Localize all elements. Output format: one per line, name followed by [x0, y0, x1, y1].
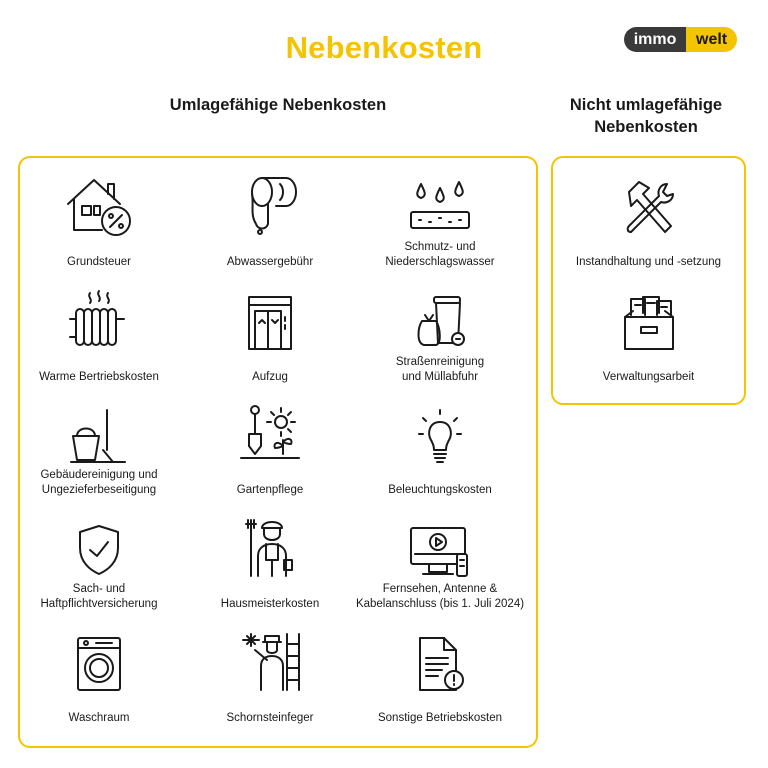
umlagefaehig-label: Beleuchtungskosten — [388, 484, 492, 496]
umlagefaehig-label: Sonstige Betriebskosten — [377, 712, 503, 724]
page-title: Nebenkosten — [285, 30, 483, 65]
umlagefaehig-item — [350, 172, 530, 282]
immowelt-logo[interactable] — [624, 27, 737, 52]
umlagefaehig-item — [190, 172, 350, 282]
umlagefaehig-item — [24, 172, 174, 282]
nicht-umlagefaehig-label: Verwaltungsarbeit — [602, 371, 695, 383]
umlagefaehig-label: Warme Bertriebskosten — [39, 371, 159, 383]
nicht-umlagefaehig-item — [553, 172, 744, 282]
umlagefaehig-item — [350, 400, 530, 510]
umlagefaehig-item — [190, 400, 350, 510]
umlagefaehig-item — [24, 514, 174, 624]
umlagefaehig-label: Gartenpflege — [236, 484, 304, 496]
umlagefaehig-item — [190, 628, 350, 738]
umlagefaehig-item — [24, 400, 174, 510]
umlagefaehig-label: Schmutz- und Niederschlagswasser — [385, 241, 495, 268]
umlagefaehig-label: Sach- und Haftpflichtversicherung — [40, 583, 158, 610]
umlagefaehig-label: Gebäudereinigung und Ungezieferbeseitigung — [40, 469, 158, 496]
logo-left: immo — [624, 27, 686, 52]
umlagefaehig-item — [350, 628, 530, 738]
umlagefaehig-label: Fernsehen, Antenne & Kabelanschluss (bis 1. Juli 2024) — [355, 583, 525, 610]
umlagefaehig-item — [24, 628, 174, 738]
umlagefaehig-label: Straßenreinigung und Müllabfuhr — [395, 356, 485, 383]
umlagefaehig-item — [190, 287, 350, 397]
nicht-umlagefaehig-label: Instandhaltung und -setzung — [575, 256, 722, 268]
umlagefaehig-label: Abwassergebühr — [226, 256, 314, 268]
umlagefaehig-item — [350, 287, 530, 397]
umlagefaehig-label: Grundsteuer — [67, 256, 131, 268]
umlagefaehig-label: Aufzug — [252, 371, 288, 383]
umlagefaehig-label: Hausmeisterkosten — [220, 598, 320, 610]
umlagefaehig-item — [24, 287, 174, 397]
umlagefaehig-item — [190, 514, 350, 624]
nicht-umlagefaehig-item — [553, 287, 744, 397]
logo-right: welt — [686, 27, 737, 52]
heading-umlagefaehig: Umlagefähige Nebenkosten — [169, 96, 387, 114]
umlagefaehig-label: Waschraum — [68, 712, 130, 724]
umlagefaehig-label: Schornsteinfeger — [226, 712, 314, 724]
umlagefaehig-item — [350, 514, 530, 624]
heading-nicht-umlagefaehig: Nicht umlagefähige Nebenkosten — [569, 96, 723, 136]
